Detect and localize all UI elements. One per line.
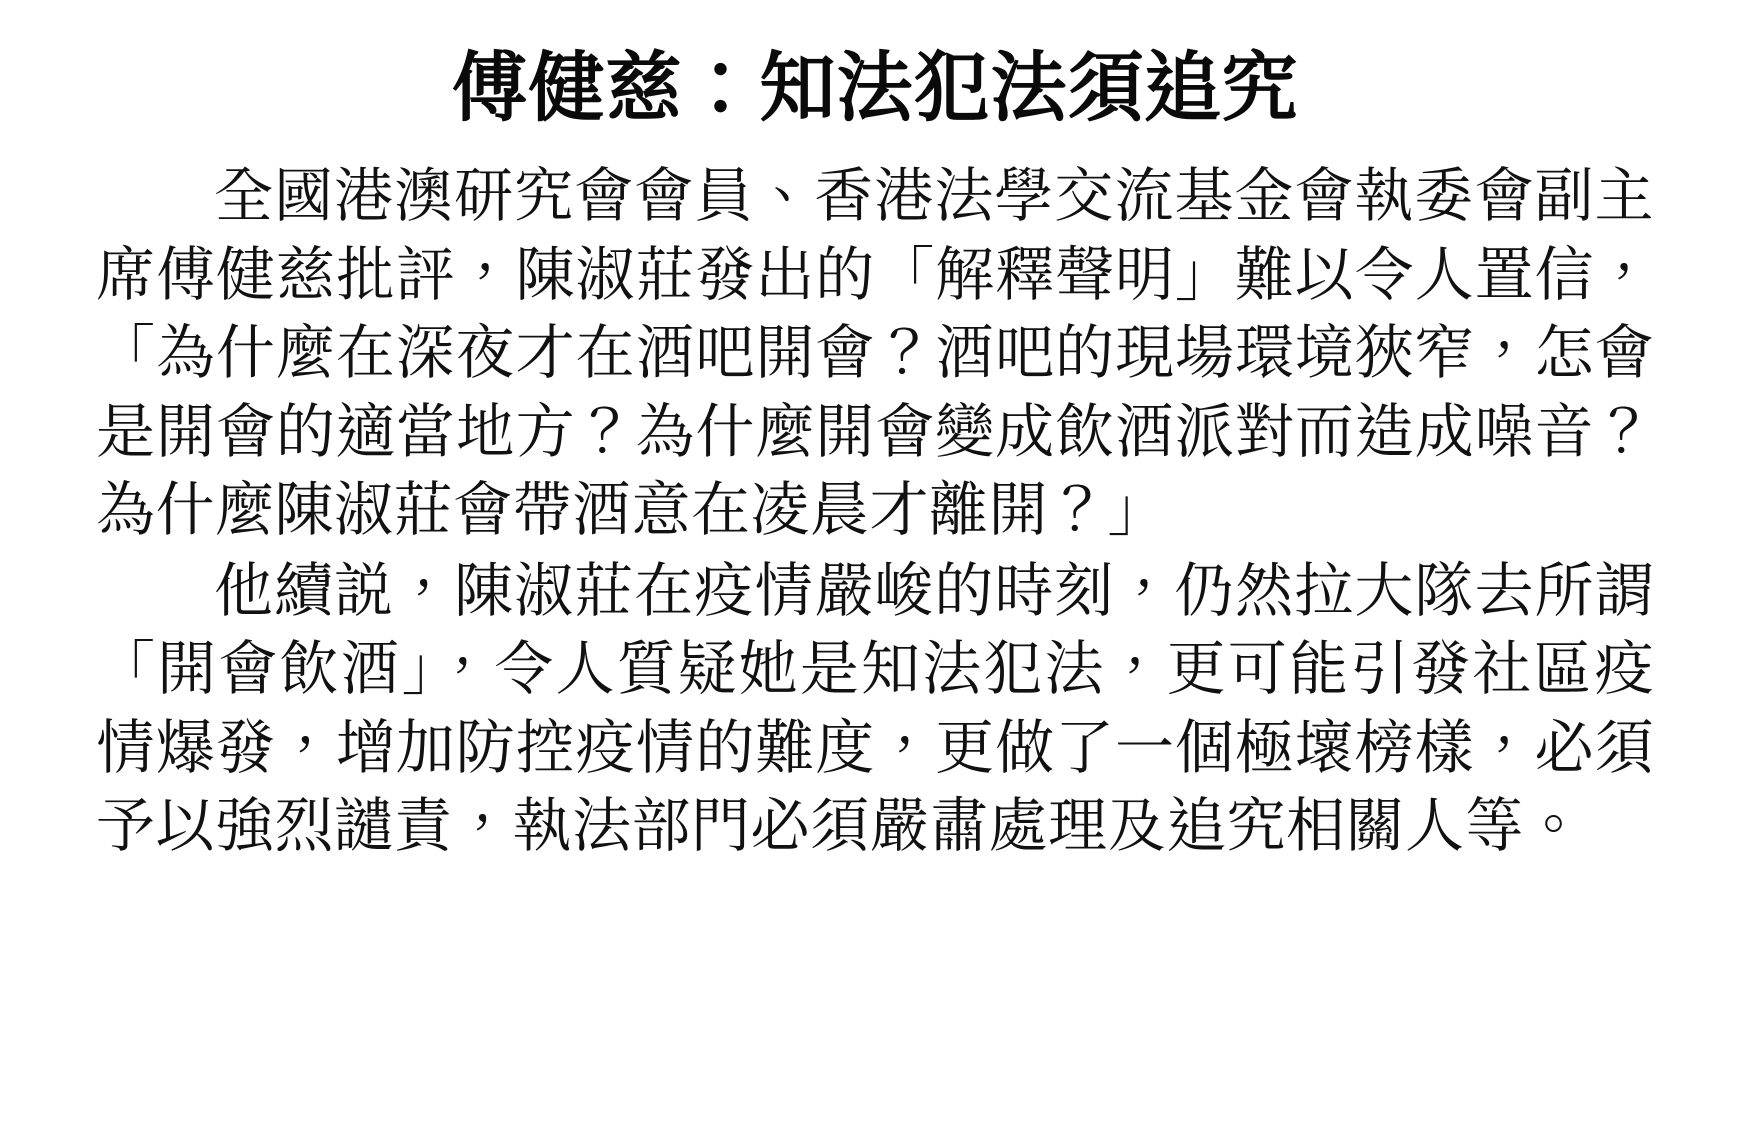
article-paragraph: 全國港澳研究會會員、香港法學交流基金會執委會副主席傅健慈批評，陳淑莊發出的「解釋聲明」難以令人置信，「為什麼在深夜才在酒吧開會？酒吧的現場環境狹窄，怎會是開會的適當地方？為什麼開會變成飲酒派對而造成噪音？為什麼陳淑莊會帶酒意在凌晨才離開？」 [96,161,1654,545]
page-title: 傅健慈：知法犯法須追究 [451,43,1299,132]
article-paragraph: 他續説，陳淑莊在疫情嚴峻的時刻，仍然拉大隊去所謂「開會飲酒」，令人質疑她是知法犯法，更可能引發社區疫情爆發，增加防控疫情的難度，更做了一個極壞榜樣，必須予以強烈譴責，執法部門必須嚴肅處理及追究相關人等。 [96,555,1654,861]
article-body [96,157,1654,865]
